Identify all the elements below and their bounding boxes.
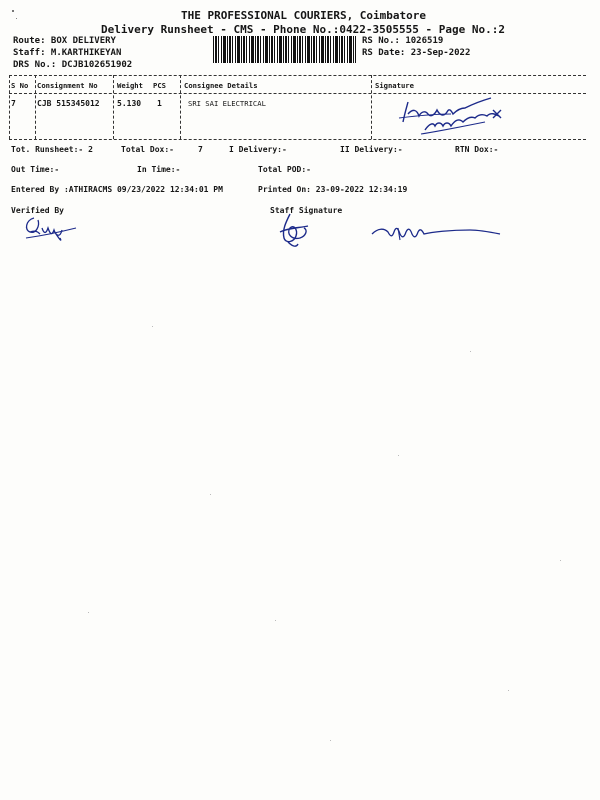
staff-label: Staff: M.KARTHIKEYAN — [13, 48, 122, 58]
scan-speck — [560, 560, 561, 561]
rs-date: RS Date: 23-Sep-2022 — [362, 48, 471, 58]
receiver-signature-image — [395, 92, 545, 138]
col-divider — [113, 75, 114, 139]
col-divider — [35, 75, 36, 139]
header-signature: Signature — [375, 81, 414, 90]
row-weight: 5.130 — [117, 99, 142, 108]
total-dox-label: Total Dox:- — [121, 145, 174, 154]
rs-number: RS No.: 1026519 — [362, 36, 444, 46]
out-time-label: Out Time:- — [11, 165, 60, 174]
header-consignment: Consignment No — [37, 81, 98, 90]
staff-signature-stroke-image — [370, 220, 510, 246]
scan-speck — [508, 690, 509, 691]
i-delivery-label: I Delivery:- — [229, 145, 287, 154]
row-pcs: 1 — [157, 99, 162, 108]
row-consignee: SRI SAI ELECTRICAL — [188, 99, 266, 108]
verified-signature-image — [20, 212, 90, 242]
staff-signature-image — [268, 208, 328, 252]
table-top-rule — [9, 75, 586, 76]
row-sno: 7 — [11, 99, 16, 108]
company-title: THE PROFESSIONAL COURIERS, Coimbatore — [181, 9, 427, 22]
scan-speck — [152, 326, 153, 327]
header-sno: S No — [11, 81, 29, 90]
col-divider — [9, 75, 10, 139]
total-pod-label: Total POD:- — [258, 165, 311, 174]
table-bottom-rule — [9, 139, 586, 140]
scan-speck — [275, 620, 276, 621]
scan-speck — [16, 18, 17, 19]
rtn-dox-label: RTN Dox:- — [455, 145, 499, 154]
scan-speck — [12, 10, 14, 12]
scan-speck — [330, 740, 331, 741]
barcode-image — [213, 36, 356, 63]
route-label: Route: BOX DELIVERY — [13, 36, 116, 46]
row-consignment: CJB 515345012 — [37, 99, 100, 108]
scan-speck — [470, 351, 471, 352]
header-weight: Weight — [117, 81, 143, 90]
total-dox-value: 7 — [198, 145, 203, 154]
printed-on: Printed On: 23-09-2022 12:34:19 — [258, 185, 408, 194]
runsheet-subtitle: Delivery Runsheet - CMS - Phone No.:0422-3505555 - Page No.:2 — [101, 23, 505, 36]
col-divider — [371, 75, 372, 139]
in-time-label: In Time:- — [137, 165, 181, 174]
header-consignee: Consignee Details — [184, 81, 258, 90]
entered-by: Entered By :ATHIRACMS 09/23/2022 12:34:01 PM — [11, 185, 223, 194]
verified-by-label: Verified By — [11, 206, 64, 215]
header-pcs: PCS — [153, 81, 166, 90]
ii-delivery-label: II Delivery:- — [340, 145, 403, 154]
staff-signature-label: Staff Signature — [270, 206, 343, 215]
scan-speck — [88, 612, 89, 613]
col-divider — [180, 75, 181, 139]
drs-number: DRS No.: DCJB102651902 — [13, 60, 133, 70]
scan-speck — [398, 455, 399, 456]
scan-speck — [210, 494, 211, 495]
total-runsheet: Tot. Runsheet:- 2 — [11, 145, 93, 154]
